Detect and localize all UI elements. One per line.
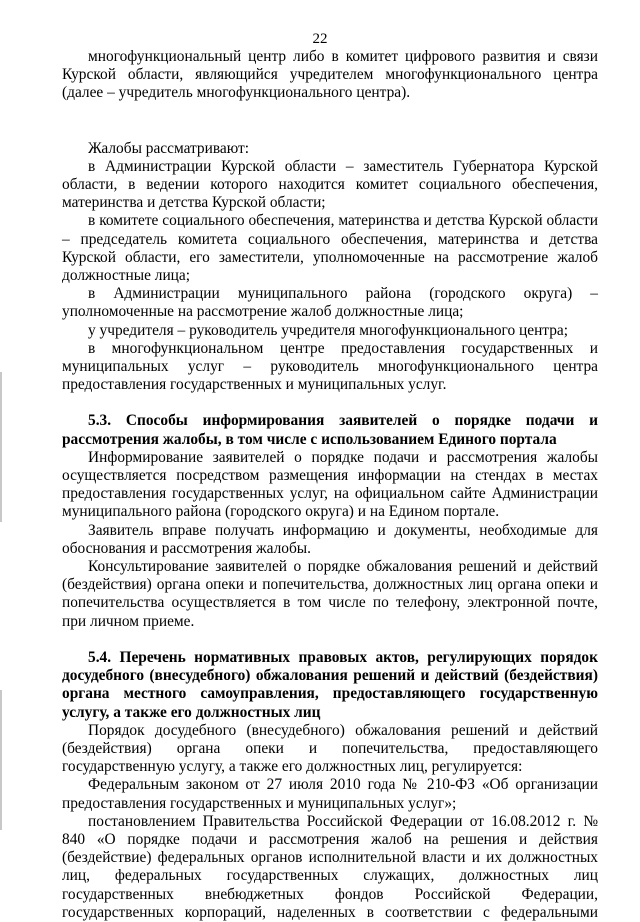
paragraph: Жалобы рассматривают: [88,139,250,157]
paragraph: у учредителя – руководитель учредителя многофункционального центра; [88,321,569,339]
paragraph: в многофункциональном центре предоставления государственных и муниципальных услуг – руководитель многофункционального центра предоставления государственных и муниципальных услуг. [62,339,598,394]
paragraph: в Администрации муниципального района (городского округа) – уполномоченные на рассмотрение жалоб должностные лица; [62,285,598,321]
paragraph: Консультирование заявителей о порядке обжалования решений и действий (бездействия) органа опеки и попечительства, должностных лиц органа опеки и попечительства осуществляется в том числе по телефону, электронной почте, при личном приеме. [62,558,598,630]
scan-edge-mark [0,372,2,522]
paragraph: постановлением Правительства Российской Федерации от 16.08.2012 г. № 840 «О порядке подачи и рассмотрения жалоб на решения и действия (бездействие) федеральных органов исполнительной власти и их должностных лиц, федеральных государственных служащих, должностных лиц государственных внебюджетных фондов Российской Федерации, государственных корпораций, наделенных в соответствии с федеральными [62,812,598,921]
paragraph: Порядок досудебного (внесудебного) обжалования решений и действий (бездействия) органа опеки и попечительства, предоставляющего государственную услугу, а также его должностных лиц, регулируется: [62,721,598,776]
paragraph: в Администрации Курской области – заместитель Губернатора Курской области, в ведении которого находится комитет социального обеспечения, материнства и детства Курской области; [62,157,598,212]
paragraph: Информирование заявителей о порядке подачи и рассмотрения жалобы осуществляется посредством размещения информации на стендах в местах предоставления государственных услуг, на официальном сайте Администрации муниципального района (городского округа) и на Едином портале. [62,448,598,521]
paragraph: Федеральным законом от 27 июля 2010 года № 210-ФЗ «Об организации предоставления государственных и муниципальных услуг»; [62,776,598,812]
paragraph: в комитете социального обеспечения, материнства и детства Курской области – председатель комитета социального обеспечения, материнства и детства Курской области, его заместители, уполномоченные на рассмотрение жалоб должностные лица; [62,212,598,285]
section-heading-5-4: 5.4. Перечень нормативных правовых актов, регулирующих порядок досудебного (внесудебного) обжалования решений и действий (бездействия) органа местного самоуправления, предоставляющего государственную услугу, а также его должностных лиц [62,648,598,721]
paragraph: Заявитель вправе получать информацию и документы, необходимые для обоснования и рассмотрения жалобы. [62,521,598,557]
paragraph: многофункциональный центр либо в комитет цифрового развития и связи Курской области, являющийся учредителем многофункционального центра (далее – учредитель многофункционального центра). [62,48,598,102]
page-number: 22 [312,31,328,47]
scan-edge-mark [0,690,2,830]
document-body [62,48,598,922]
section-heading-5-3: 5.3. Способы информирования заявителей о порядке подачи и рассмотрения жалобы, в том числе с использованием Единого портала [62,412,598,448]
